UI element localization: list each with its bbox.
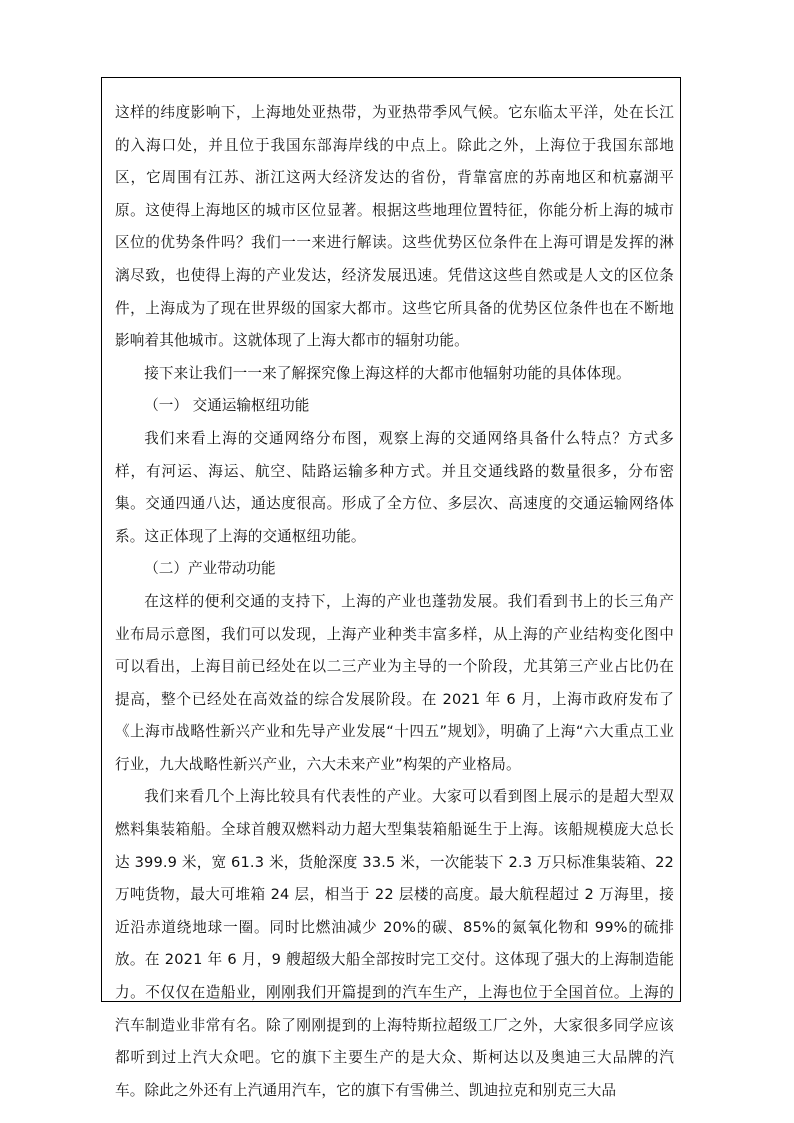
paragraph-transport-network: 我们来看上海的交通网络分布图，观察上海的交通网络具备什么特点？方式多样，有河运、海运、航空、陆路运输多种方式。并且交通线路的数量很多，分布密集。交通四通八达，通达度很高。形成了全方位、多层次、高速度的交通运输网络体系。这正体现了上海的交通枢纽功能。	[115, 429, 674, 545]
document-body	[115, 97, 674, 1107]
section-heading-industry: （二）产业带动功能	[144, 560, 276, 578]
paragraph-transition: 接下来让我们一一来了解探究像上海这样的大都市他辐射功能的具体体现。	[144, 364, 631, 382]
section-heading-transport-hub: （一） 交通运输枢纽功能	[144, 397, 310, 415]
page-frame	[101, 77, 681, 1099]
paragraph-shanghai-location: 这样的纬度影响下，上海地处亚热带，为亚热带季风气候。它东临太平洋，处在长江的入海口处，并且位于我国东部海岸线的中点上。除此之外，上海位于我国东部地区，它周围有江苏、浙江这两大经济发达的省份，背靠富庶的苏南地区和杭嘉湖平原。这使得上海地区的城市区位显著。根据这些地理位置特征，你能分析上海的城市区位的优势条件吗？我们一一来进行解读。这些优势区位条件在上海可谓是发挥的淋漓尽致，也使得上海的产业发达，经济发展迅速。凭借这这些自然或是人文的区位条件，上海成为了现在世界级的国家大都市。这些它所具备的优势区位条件也在不断地影响着其他城市。这就体现了上海大都市的辐射功能。	[115, 104, 674, 350]
paragraph-representative-industries: 我们来看几个上海比较具有代表性的产业。大家可以看到图上展示的是超大型双燃料集装箱船。全球首艘双燃料动力超大型集装箱船诞生于上海。该船规模庞大总长达 399.9 米，宽 61.3 米，货舱深度 33.5 米，一次能装下 2.3 万只标准集装箱、22 万吨货物，最大可堆箱 24 层，相当于 22 层楼的高度。最大航程超过 2 万海里，接近沿赤道绕地球一圈。同时比燃油减少 20%的碳、85%的氮氧化物和 99%的硫排放。在 2021 年 6 月，9 艘超级大船全部按时完工交付。这体现了强大的上海制造能力。不仅仅在造船业，刚刚我们开篇提到的汽车生产，上海也位于全国首位。上海的汽车制造业非常有名。除了刚刚提到的上海特斯拉超级工厂之外，大家很多同学应该都听到过上汽大众吧。它的旗下主要生产的是大众、斯柯达以及奥迪三大品牌的汽车。除此之外还有上汽通用汽车，它的旗下有雪佛兰、凯迪拉克和别克三大品	[115, 788, 674, 1099]
paragraph-industry-development: 在这样的便利交通的支持下，上海的产业也蓬勃发展。我们看到书上的长三角产业布局示意图，我们可以发现，上海产业种类丰富多样，从上海的产业结构变化图中可以看出，上海目前已经处在以二三产业为主导的一个阶段，尤其第三产业占比仍在提高，整个已经处在高效益的综合发展阶段。在 2021 年 6 月，上海市政府发布了《上海市战略性新兴产业和先导产业发展“十四五”规划》，明确了上海“六大重点工业行业，九大战略性新兴产业，六大未来产业”构架的产业格局。	[115, 592, 674, 773]
